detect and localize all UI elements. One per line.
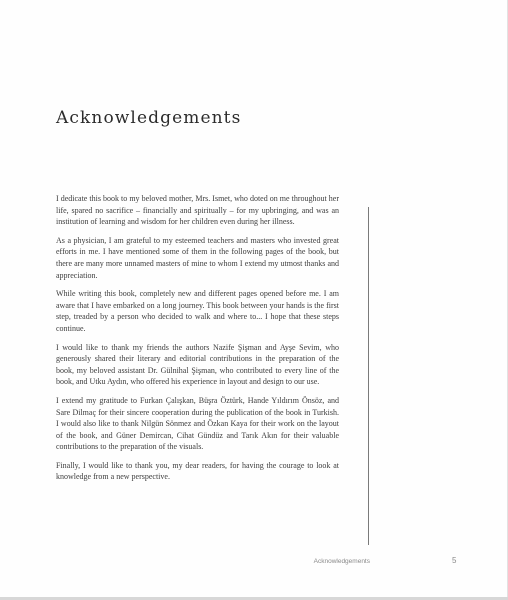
page-title: Acknowledgements — [56, 108, 242, 128]
acknowledgements-body — [56, 193, 339, 490]
paragraph: I dedicate this book to my beloved mother, Mrs. Ismet, who doted on me throughout her life, spared no sacrifice – financially and spiritually – for my upbringing, and was an institution of learning and wisdom for her children even during her illness. — [56, 194, 339, 227]
running-footer-title: Acknowledgements — [313, 558, 370, 565]
page-number: 5 — [452, 556, 457, 565]
paragraph: I extend my gratitude to Furkan Çalışkan, Büşra Öztürk, Hande Yıldırım Önsöz, and Sare Dilmaç for their sincere cooperation during the publication of the book in Turkish. I would also like to thank Nilgün Sönmez and Özkan Kaya for their work on the layout of the book, and Güner Demircan, Cihat Gündüz and Tarık Akın for their valuable contributions to the preparation of the visuals. — [56, 395, 339, 452]
margin-rule — [368, 207, 369, 545]
paragraph: While writing this book, completely new and different pages opened before me. I am aware that I have embarked on a long journey. This book between your hands is the first step, treaded by a person who decided to walk and where to... I hope that these steps continue. — [56, 289, 339, 333]
paragraph: Finally, I would like to thank you, my dear readers, for having the courage to look at knowledge from a new perspective. — [56, 460, 339, 482]
paragraph: As a physician, I am grateful to my esteemed teachers and masters who invested great efforts in me. I have mentioned some of them in the following pages of the book, but there are many more unnamed masters of mine to whom I extend my utmost thanks and appreciation. — [56, 235, 339, 280]
paragraph: I would like to thank my friends the authors Nazife Şişman and Ayşe Sevim, who generously shared their literary and editorial contributions in the preparation of the book, my beloved assistant Dr. Gülnihal Şişman, who contributed to every line of the book, and Utku Aydın, who offered his experience in layout and design to our use. — [56, 342, 339, 387]
